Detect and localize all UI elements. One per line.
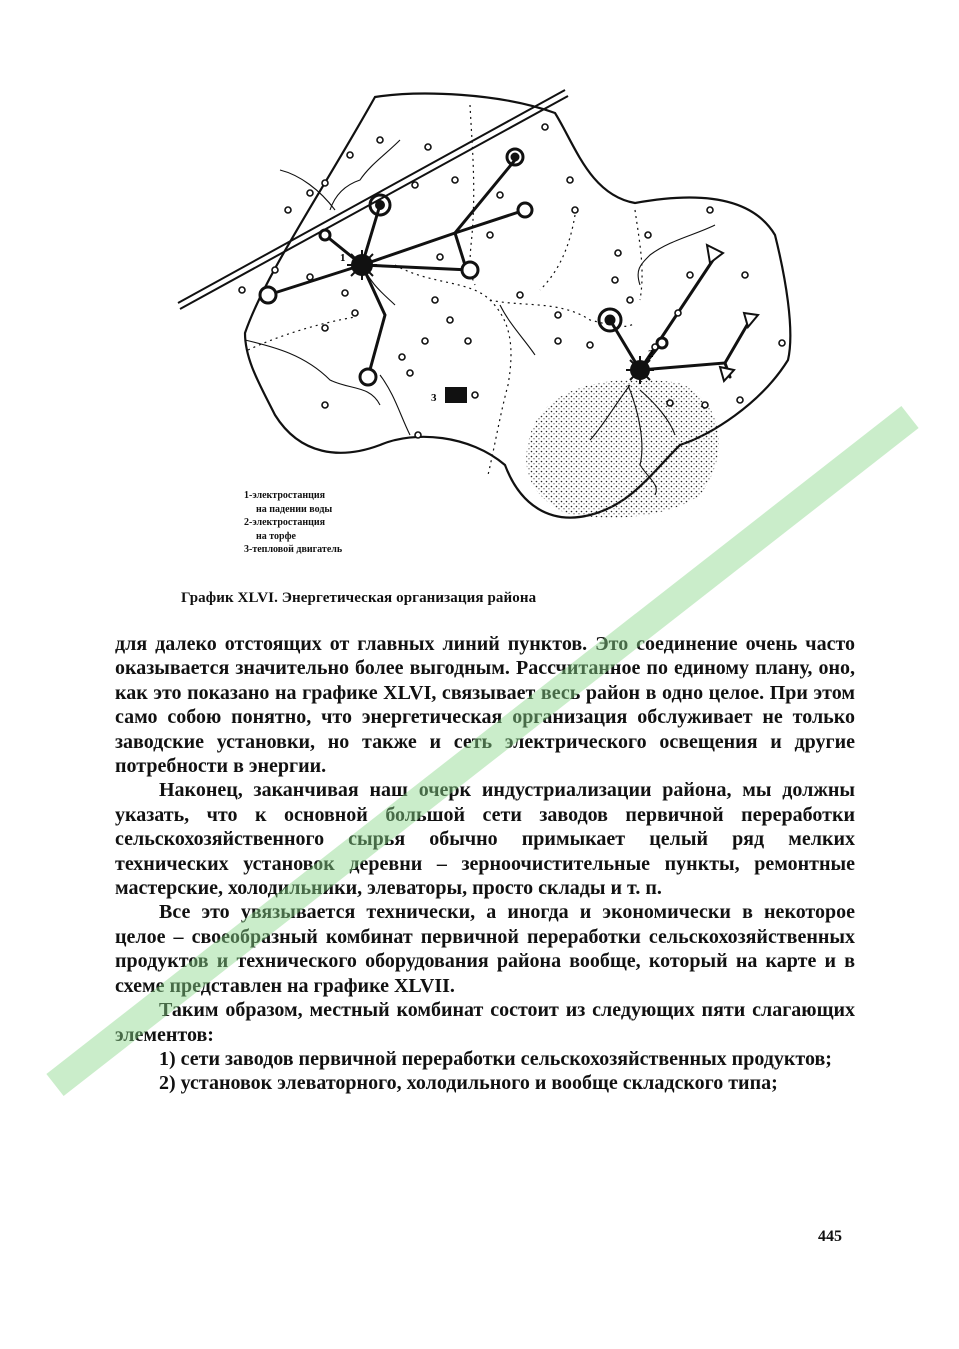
map-legend [244, 489, 342, 557]
paragraph: Наконец, заканчивая наш очерк индустриализации района, мы должны указать, что к основной большой сети заводов первичной переработки сельскохозяйственного сырья обычно примыкает целый ряд мелких технических установок деревни – зерноочистительные пункты, ремонтные мастерские, холодильники, элеваторы, просто склады и т. п. [115, 779, 855, 900]
peat-station [626, 356, 654, 384]
paragraph: 1) сети заводов первичной переработки сельскохозяйственных продуктов; [159, 1047, 832, 1070]
energy-district-map [170, 85, 820, 525]
label-station-2: 2 [648, 348, 654, 360]
legend-line: 1-электростанция [244, 490, 326, 501]
paragraph: 2) установок элеваторного, холодильного и вообще складского типа; [159, 1072, 778, 1095]
legend-line: 3-тепловой двигатель [244, 544, 343, 555]
railway-rail [180, 96, 568, 309]
legend-line: на падении воды [256, 503, 333, 515]
page-number: 445 [818, 1228, 842, 1245]
railway [178, 90, 565, 303]
elevators [707, 245, 758, 381]
paragraph: Все это увязывается технически, а иногда и экономически в некоторое целое – своеобразный комбинат первичной переработки сельскохозяйственных продуктов и технического оборудования района вообще, который на карте и в схеме представлен на графике XLVII. [115, 901, 855, 997]
figure-caption: График XLVI. Энергетическая организация района [181, 590, 537, 606]
label-station-1: 1 [340, 252, 346, 264]
settlements [239, 124, 785, 438]
hydro-station [347, 250, 377, 280]
legend-line: на торфе [256, 530, 296, 542]
label-engine-3: 3 [431, 392, 437, 404]
paragraph: для далеко отстоящих от главных линий пунктов. Это соединение очень часто оказывается значительно более выгодным. Рассчитанное по единому плану, оно, как это показано на графике XLVI, связывает весь район в одно целое. При этом само собою понятно, что энергетическая организация обслуживает не только заводские установки, но также и сеть электрического освещения и другие потребности в энергии. [115, 633, 855, 778]
legend-line: 2-электростанция [244, 517, 326, 528]
heat-engine [445, 387, 467, 403]
paragraph: Таким образом, местный комбинат состоит из следующих пяти слагающих элементов: [115, 999, 855, 1046]
body-text [115, 632, 855, 1096]
peat-bog [526, 380, 719, 518]
